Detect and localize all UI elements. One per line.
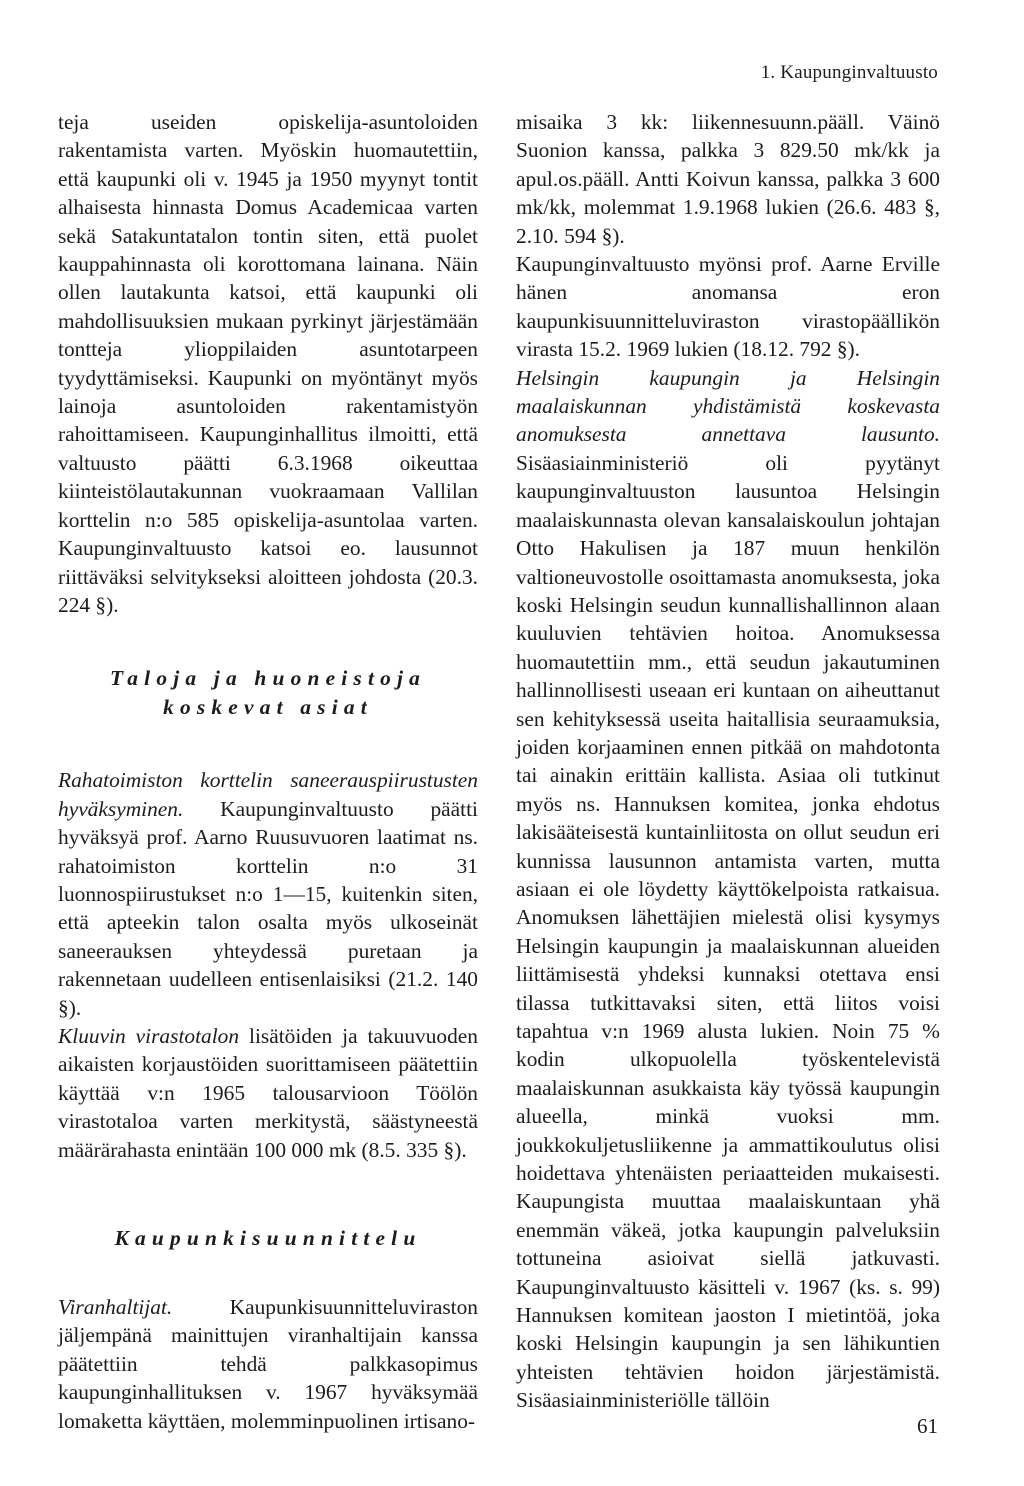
paragraph-erville-resignation: Kaupunginvaltuusto myönsi prof. Aarne Erville hänen anomansa eron kaupunkisuunnitteluviraston virastopäällikön virasta 15.2. 1969 lukien (18.12. 792 §). xyxy=(516,252,940,362)
page-number: 61 xyxy=(917,1414,938,1438)
paragraph-body-kluuvi: lisätöiden ja takuuvuoden aikaisten korjaustöiden suorittamiseen päätettiin käyttää v:n 1965 talousarvioon Töölön virastotaloa varten merkitystä, säästyneestä määrärahasta enintään 100 000 mk (8.5. 335 §). xyxy=(58,1023,478,1162)
section-title-buildings: Taloja ja huoneistoja koskevat asiat xyxy=(109,666,427,720)
right-column xyxy=(516,108,940,1415)
paragraph-kluuvi xyxy=(58,1022,478,1164)
paragraph-body-helsinki-merger: Sisäasiainministeriö oli pyytänyt kaupunginvaltuuston lausuntoa Helsingin maalaiskunnasta olevan kansalaiskoulun johtajan Otto Hakulisen ja 187 muun henkilön valtioneuvostolle osoittamasta anomuksesta, joka koski Helsingin seudun kunnallishallinnon alaan kuuluvien tehtävien hoitoa. Anomuksessa huomautettiin mm., että seudun jakautuminen hallinnollisesti useaan eri kuntaan on aiheuttanut sen kehityksessä useita haitallisia seuraamuksia, joiden korjaaminen ennen pitkää on mahdotonta tai ainakin erittäin kallista. Asiaa oli tutkinut myös ns. Hannuksen komitea, jonka ehdotus lakisääteisestä kuntainliitosta on ollut seudun eri kunnissa lausunnon antamista varten, mutta asiaan ei ole löydetty käyttökelpoista ratkaisua. Anomuksen lähettäjien mielestä olisi kysymys Helsingin kaupungin ja maalaiskunnan alueiden liittämisestä yhdeksi kunnaksi otettava ensi tilassa tutkittavaksi siten, että liitos voisi tapahtua v:n 1969 alusta lukien. Noin 75 % kodin ulkopuolella työskentelevistä maalaiskunnan asukkaista käy työssä kaupungin alueella, minkä vuoksi mm. joukkokuljetusliikenne ja ammattikoulutus olisi hoidettava yhtenäisten periaatteiden mukaisesti. Kaupungista muuttaa maalaiskuntaan yhä enemmän väkeä, jotka kaupungin palveluksiin tottuneina asioivat siellä jatkuvasti. Kaupunginvaltuusto käsitteli v. 1967 (ks. s. 99) Hannuksen komitean jaoston I mietintöä, joka koski Helsingin kaupungin ja sen lähikuntien yhteisten tehtävien hoidon järjestämistä. Sisäasiainministeriölle tällöin xyxy=(516,450,940,1413)
paragraph-lead-kluuvi: Kluuvin virastotalon xyxy=(58,1023,240,1048)
paragraph-student-housing: teja useiden opiskelija-asuntoloiden rakentamista varten. Myöskin huomautettiin, että kaupunki oli v. 1945 ja 1950 myynyt tontit alhaisesta hinnasta Domus Academicaa varten sekä Satakuntatalon tontin siten, että puolet kauppahinnasta oli korottomana lainana. Näin ollen lautakunta katsoi, että kaupunki oli mahdollisuuksien mukaan pyrkinyt järjestämään tontteja ylioppilaiden asuntotarpeen tyydyttämiseksi. Kaupunki on myöntänyt myös lainoja asuntoloiden rakentamistyön rahoittamiseen. Kaupunginhallitus ilmoitti, että valtuusto päätti 6.3.1968 oikeuttaa kiinteistölautakunnan vuokraamaan Vallilan korttelin n:o 585 opiskelija-asuntolaa varten. Kaupunginvaltuusto katsoi eo. lausunnot riittäväksi selvitykseksi aloitteen johdosta (20.3. 224 §). xyxy=(58,110,478,617)
paragraph-helsinki-merger xyxy=(516,364,940,1415)
paragraph-salary-contracts: misaika 3 kk: liikennesuunn.pääll. Väinö Suonion kanssa, palkka 3 829.50 mk/kk ja apul.os.pääll. Antti Koivun kanssa, palkka 3 600 mk/kk, molemmat 1.9.1968 lukien (26.6. 483 §, 2.10. 594 §). xyxy=(516,110,940,248)
section-title-city-planning: Kaupunkisuunnittelu xyxy=(114,1226,422,1250)
paragraph-body-viranhaltijat: Kaupunkisuunnitteluviraston jäljempänä mainittujen viranhaltijain kanssa päätettiin tehdä palkkasopimus kaupunginhallituksen v. 1967 hyväksymää lomaketta käyttäen, molemminpuolinen irtisano- xyxy=(58,1295,478,1433)
paragraph-lead-viranhaltijat: Viranhaltijat. xyxy=(58,1295,173,1319)
paragraph-lead-rahatoimisto: Rahatoimiston korttelin saneerauspiirustusten hyväksyminen. xyxy=(58,768,478,821)
left-column xyxy=(58,108,478,1435)
paragraph-rahatoimisto xyxy=(58,766,478,1022)
running-header: 1. Kaupunginvaltuusto xyxy=(760,62,938,83)
paragraph-lead-helsinki-merger: Helsingin kaupungin ja Helsingin maalaiskunnan yhdistämistä koskevasta anomuksesta annettava lausunto. xyxy=(516,365,940,447)
paragraph-viranhaltijat xyxy=(58,1293,478,1435)
paragraph-body-rahatoimisto: Kaupunginvaltuusto päätti hyväksyä prof. Aarno Ruusuvuoren laatimat ns. rahatoimiston korttelin n:o 31 luonnospiirustukset n:o 1—15, kuitenkin siten, että apteekin talon osalta myös ulkoseinät saneerauksen yhteydessä puretaan ja rakennetaan uudelleen entisenlaisiksi (21.2. 140 §). xyxy=(58,796,478,1020)
